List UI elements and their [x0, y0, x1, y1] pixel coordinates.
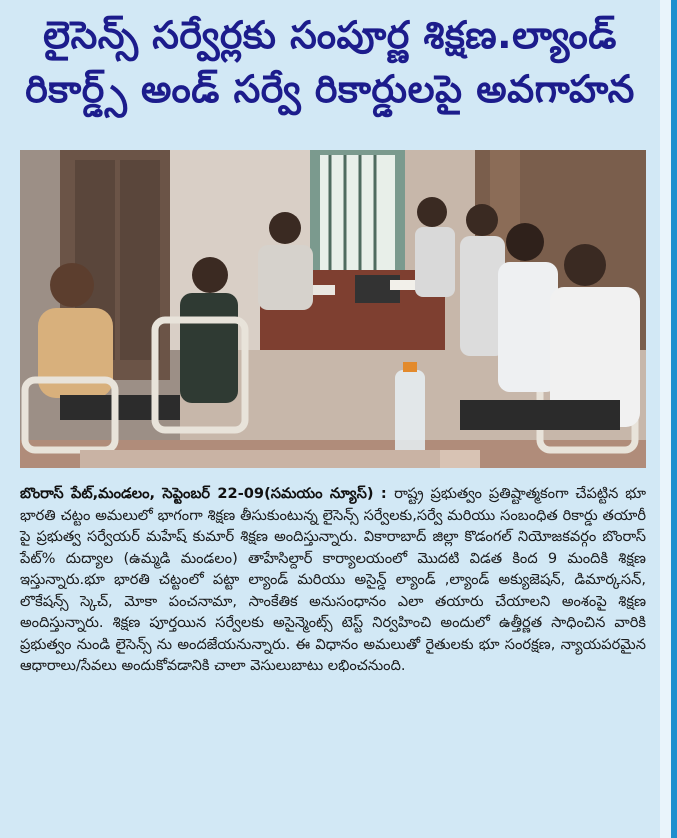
article-body — [20, 483, 646, 677]
accent-bar — [671, 0, 677, 838]
office-training-photo — [20, 150, 646, 468]
article-text: రాష్ట్ర ప్రభుత్వం ప్రతిష్టాత్మకంగా చేపట్టిన భూ భారతి చట్టం అమలులో భాగంగా శిక్షణ తీసుకుంటున్న లైసెన్స్ సర్వేలకు,సర్వే మరియు సంబంధిత రికార్డు తయారీ పై ప్రభుత్వ సర్వేయర్ మహేష్ కుమార్ శిక్షణ అందిస్తున్నారు. వికారాబాద్ జిల్లా కొడంగల్ నియోజకవర్గం బొంరాస్ పేట్% దుద్యాల (ఉమ్మడి మండలం) తాహేసిల్దార్ కార్యాలయంలో మొదటి విడత కింద 9 మందికి శిక్షణ ఇస్తున్నారు.భూ భారతి చట్టంలో పట్టా ల్యాండ్ మరియు అసైన్డ్ ల్యాండ్ ,ల్యాండ్ అక్యుజెషన్, డిమార్కసన్, లొకేషన్స్ స్కెచ్, మోకా పంచనామా, సాంకేతిక అనుసంధానం ఎలా తయారు చేయాలని అంశంపై శిక్షణ అందిస్తున్నారు. శిక్షణ పూర్తయిన సర్వేలకు అసైన్మెంట్స్ టెస్ట్ నిర్వహించి అందులో ఉత్తీర్ణత సాధించిన వారికి ప్రభుత్వం నుండి లైసెన్స్ ను అందజేయనున్నారు. ఈ విధానం అమలుతో రైతులకు భూ సంరక్షణ, న్యాయపరమైన ఆధారాలు/సేవలు అందుకోవడానికి చాలా వెసులుబాటు లభించనుంది. — [20, 485, 646, 674]
headline-line-1: లైసెన్స్ సర్వేర్లకు సంపూర్ణ శిక్షణ.ల్యాండ్ — [43, 13, 617, 57]
headline — [10, 8, 650, 116]
article-dateline: బొంరాస్ పేట్,మండలం, సెప్టెంబర్ 22-09(సమయం న్యూస్) : — [20, 485, 395, 502]
headline-line-2: రికార్డ్స్ అండ్ సర్వే రికార్డులపై అవగాహన — [25, 67, 635, 111]
news-photo — [20, 150, 646, 468]
